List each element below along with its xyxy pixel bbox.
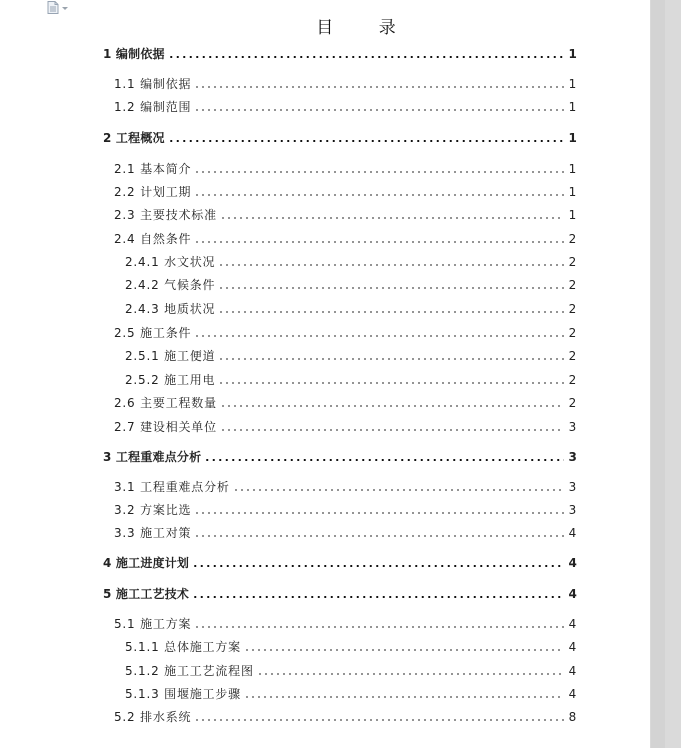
toc-entry-label: 5.1.1 总体施工方案 <box>125 640 241 654</box>
toc-page-number: 4 <box>568 687 577 701</box>
toc-entry[interactable] <box>103 324 577 344</box>
page-gutter <box>651 0 681 748</box>
dot-leader <box>218 284 564 292</box>
toc-page-number: 1 <box>568 100 577 114</box>
toc-entry-label: 2.7 建设相关单位 <box>114 420 217 434</box>
dot-leader <box>220 426 564 434</box>
toc-page-number: 1 <box>568 185 577 199</box>
dot-leader <box>194 238 564 246</box>
dot-leader <box>194 509 564 517</box>
toc-entry[interactable] <box>103 615 577 635</box>
toc-page-number: 2 <box>568 302 577 316</box>
toc-page-number: 3 <box>568 450 577 464</box>
toc-entry-label: 1.1 编制依据 <box>114 77 192 91</box>
toc-entry-label: 2.2 计划工期 <box>114 185 192 199</box>
toc-entry-label: 2.4.3 地质状况 <box>125 302 216 316</box>
dot-leader <box>194 168 564 176</box>
toc-entry-label: 2.4.2 气候条件 <box>125 278 216 292</box>
toc-entry[interactable] <box>103 524 577 544</box>
toc-entry[interactable] <box>103 230 577 250</box>
toc-page-number: 2 <box>568 255 577 269</box>
dot-leader <box>194 83 564 91</box>
chevron-down-icon <box>62 7 68 10</box>
toc-entry-label: 4 施工进度计划 <box>103 556 190 570</box>
dot-leader <box>233 486 564 494</box>
toc-entry[interactable] <box>103 394 577 414</box>
toc-page-number: 2 <box>568 349 577 363</box>
toc-page-number: 2 <box>568 326 577 340</box>
toc-entry[interactable] <box>103 585 577 605</box>
dot-leader <box>168 53 564 61</box>
dot-leader <box>194 623 564 631</box>
dot-leader <box>192 593 564 601</box>
dot-leader <box>218 308 564 316</box>
toc-entry[interactable] <box>103 371 577 391</box>
toc-entry[interactable] <box>103 662 577 682</box>
dot-leader <box>244 646 564 654</box>
toc-entry-label: 3 工程重难点分析 <box>103 450 202 464</box>
toc-entry[interactable] <box>103 160 577 180</box>
dot-leader <box>218 261 564 269</box>
toc-entry-label: 5.1.2 施工工艺流程图 <box>125 664 254 678</box>
document-icon <box>47 1 59 14</box>
dot-leader <box>168 137 564 145</box>
toc-page-number: 2 <box>568 278 577 292</box>
toc-entry-label: 2.5.1 施工便道 <box>125 349 216 363</box>
toc-entry[interactable] <box>103 478 577 498</box>
toc-page-number: 4 <box>568 526 577 540</box>
toc-entry[interactable] <box>103 129 577 149</box>
toc-entry[interactable] <box>103 418 577 438</box>
dot-leader <box>192 562 564 570</box>
dot-leader <box>220 402 564 410</box>
toc-entry[interactable] <box>103 183 577 203</box>
toc-page-number: 4 <box>568 664 577 678</box>
toc-entry[interactable] <box>103 300 577 320</box>
toc-page-number: 2 <box>568 373 577 387</box>
dot-leader <box>194 191 564 199</box>
dot-leader <box>194 106 564 114</box>
dot-leader <box>194 716 564 724</box>
toc-entry[interactable] <box>103 554 577 574</box>
toc-entry[interactable] <box>103 448 577 468</box>
toc-page-number: 2 <box>568 232 577 246</box>
dot-leader <box>218 355 564 363</box>
toc-entry-label: 1.2 编制范围 <box>114 100 192 114</box>
toc-entry[interactable] <box>103 638 577 658</box>
toc-entry-label: 2 工程概况 <box>103 131 165 145</box>
dot-leader <box>204 456 564 464</box>
dot-leader <box>220 214 564 222</box>
dot-leader <box>257 670 564 678</box>
toc-entry-label: 5 施工工艺技术 <box>103 587 190 601</box>
toc-entry[interactable] <box>103 276 577 296</box>
toc-entry-label: 3.1 工程重难点分析 <box>114 480 230 494</box>
toc-title: 目 录 <box>316 18 416 38</box>
toc-entry[interactable] <box>103 708 577 728</box>
toc-page-number: 4 <box>568 640 577 654</box>
toc-entry[interactable] <box>103 75 577 95</box>
toc-entry-label: 1 编制依据 <box>103 47 165 61</box>
toc-page-number: 3 <box>568 420 577 434</box>
toc-entry-label: 2.5.2 施工用电 <box>125 373 216 387</box>
toc-page-number: 4 <box>568 556 577 570</box>
toc-entry[interactable] <box>103 206 577 226</box>
toc-entry[interactable] <box>103 501 577 521</box>
toc-entry[interactable] <box>103 253 577 273</box>
toc-page-number: 8 <box>568 710 577 724</box>
toc-page-number: 1 <box>568 208 577 222</box>
toc-entry-label: 2.4 自然条件 <box>114 232 192 246</box>
toc-page-number: 1 <box>568 162 577 176</box>
dot-leader <box>244 693 564 701</box>
toc-page-number: 2 <box>568 396 577 410</box>
toc-entry-label: 5.1.3 围堰施工步骤 <box>125 687 241 701</box>
toc-entry[interactable] <box>103 685 577 705</box>
toc-page-number: 3 <box>568 503 577 517</box>
toc-entry-label: 2.5 施工条件 <box>114 326 192 340</box>
dot-leader <box>194 332 564 340</box>
toc-entry-label: 5.2 排水系统 <box>114 710 192 724</box>
toc-page-number: 1 <box>568 77 577 91</box>
toc-page-number: 1 <box>568 47 577 61</box>
toc-entry-label: 2.6 主要工程数量 <box>114 396 217 410</box>
toc-page-number: 4 <box>568 617 577 631</box>
toc-entry-label: 3.2 方案比选 <box>114 503 192 517</box>
dot-leader <box>218 379 564 387</box>
toc-entry[interactable] <box>103 98 577 118</box>
toc-entry-label: 2.4.1 水文状况 <box>125 255 216 269</box>
toc-entry-label: 2.3 主要技术标准 <box>114 208 217 222</box>
dot-leader <box>194 532 564 540</box>
toc-page-number: 4 <box>568 587 577 601</box>
toc-page-number: 1 <box>568 131 577 145</box>
toc-entry-label: 3.3 施工对策 <box>114 526 192 540</box>
toc-entry-label: 2.1 基本简介 <box>114 162 192 176</box>
toc-entry[interactable] <box>103 347 577 367</box>
toc-entry-label: 5.1 施工方案 <box>114 617 192 631</box>
document-menu-button[interactable] <box>47 0 68 14</box>
toc-page-number: 3 <box>568 480 577 494</box>
toc-entry[interactable] <box>103 45 577 65</box>
